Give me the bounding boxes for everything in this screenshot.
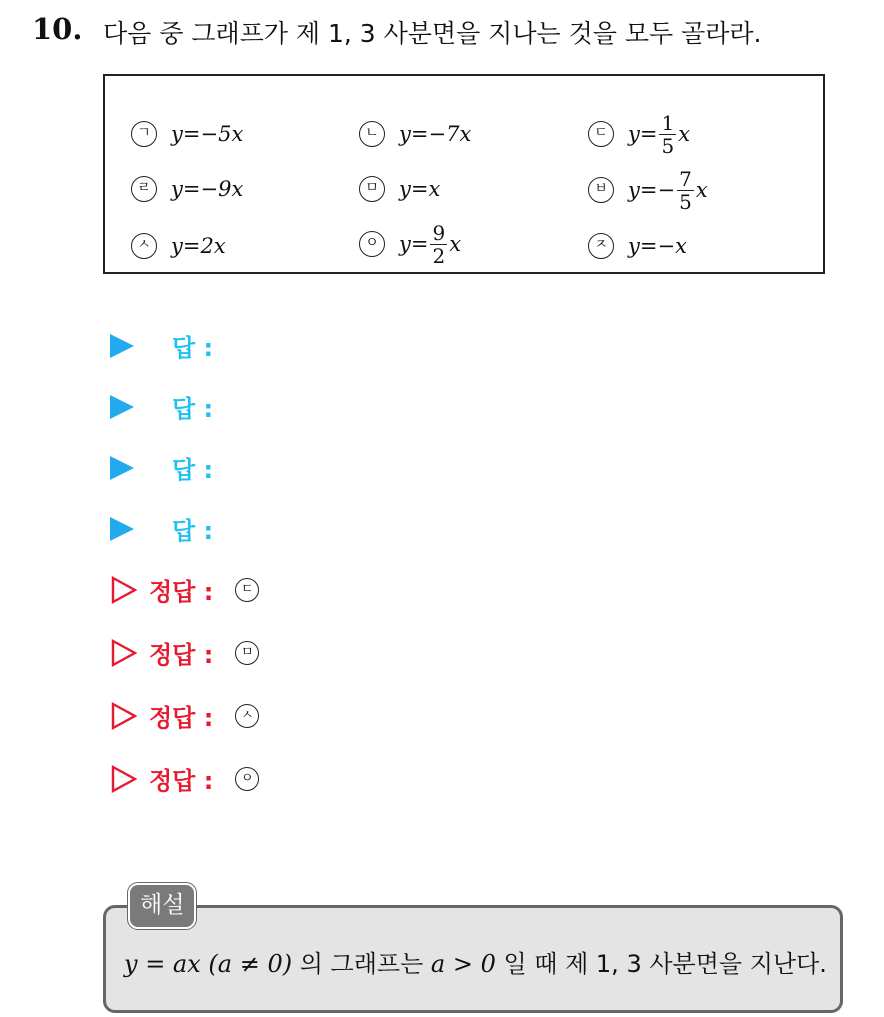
lhs: y: [628, 234, 640, 258]
explanation-text: [124, 944, 827, 979]
option-mark: ㅅ: [131, 233, 157, 259]
outline-arrow-icon: [111, 576, 137, 604]
outline-arrow-icon: [111, 639, 137, 667]
option-mark: ㄹ: [131, 176, 157, 202]
text-segment: 일 때 제 1, 3 사분면을 지난다.: [495, 950, 827, 978]
option-f: [588, 164, 708, 216]
answer-label: 답 :: [172, 334, 214, 362]
equals: =: [410, 177, 429, 201]
variable: x: [678, 122, 691, 146]
option-mark: ㄷ: [588, 121, 614, 147]
formula: y = ax (a ≠ 0): [124, 950, 293, 978]
lhs: y: [628, 178, 640, 202]
denominator: 2: [432, 243, 446, 268]
text-segment: 의 그래프는: [292, 950, 431, 978]
rhs: −7x: [428, 122, 472, 146]
variable: x: [449, 232, 462, 256]
denominator: 5: [679, 189, 692, 214]
option-d: [131, 169, 243, 209]
answer-row-1[interactable]: [110, 328, 213, 363]
option-g: [131, 226, 226, 266]
rhs: −9x: [200, 177, 244, 201]
rhs: −x: [657, 234, 687, 258]
option-e: [359, 169, 440, 209]
question-text: 다음 중 그래프가 제 1, 3 사분면을 지나는 것을 모두 골라라.: [103, 19, 762, 48]
play-arrow-icon: [110, 517, 134, 541]
option-mark: ㅈ: [588, 233, 614, 259]
correct-row-1: [111, 572, 259, 607]
correct-mark: ㄷ: [235, 578, 259, 602]
equals: =: [639, 178, 658, 202]
play-arrow-icon: [110, 395, 134, 419]
lhs: y: [171, 234, 183, 258]
option-i: [588, 226, 687, 266]
outline-arrow-icon: [111, 765, 137, 793]
equals: =: [182, 177, 201, 201]
correct-label: 정답 :: [149, 641, 214, 669]
equals: =: [410, 122, 429, 146]
lhs: y: [171, 122, 183, 146]
equals: =: [182, 122, 201, 146]
variable: x: [695, 178, 708, 202]
answer-label: 답 :: [172, 395, 214, 423]
answer-label: 답 :: [172, 456, 214, 484]
lhs: y: [399, 232, 411, 256]
minus-sign: −: [657, 178, 676, 202]
explanation-tag: 해설: [128, 883, 196, 929]
condition: a > 0: [430, 950, 496, 978]
equals: =: [639, 234, 658, 258]
option-mark: ㅁ: [359, 176, 385, 202]
options-box: [103, 74, 825, 274]
question-number: 10.: [32, 12, 83, 46]
play-arrow-icon: [110, 334, 134, 358]
option-c: [588, 108, 690, 160]
option-mark: ㄴ: [359, 121, 385, 147]
option-b: [359, 114, 471, 154]
rhs: 2x: [200, 234, 226, 258]
correct-mark: ㅁ: [235, 641, 259, 665]
rhs: −5x: [200, 122, 244, 146]
fraction: [677, 168, 694, 213]
play-arrow-icon: [110, 456, 134, 480]
correct-mark: ㅅ: [235, 704, 259, 728]
correct-label: 정답 :: [149, 767, 214, 795]
equals: =: [639, 122, 658, 146]
equals: =: [410, 232, 429, 256]
option-mark: ㄱ: [131, 121, 157, 147]
correct-row-3: [111, 698, 259, 733]
numerator: 9: [432, 220, 446, 245]
lhs: y: [399, 122, 411, 146]
answer-row-4[interactable]: [110, 511, 213, 546]
lhs: y: [399, 177, 411, 201]
numerator: 1: [661, 110, 675, 135]
correct-label: 정답 :: [149, 704, 214, 732]
fraction: [659, 112, 676, 157]
lhs: y: [628, 122, 640, 146]
answer-label: 답 :: [172, 517, 214, 545]
lhs: y: [171, 177, 183, 201]
correct-row-2: [111, 635, 259, 670]
correct-label: 정답 :: [149, 578, 214, 606]
answer-row-3[interactable]: [110, 450, 213, 485]
option-mark: ㅇ: [359, 231, 385, 257]
option-h: [359, 218, 461, 270]
option-mark: ㅂ: [588, 177, 614, 203]
equals: =: [182, 234, 201, 258]
outline-arrow-icon: [111, 702, 137, 730]
correct-row-4: [111, 761, 259, 796]
answer-row-2[interactable]: [110, 389, 213, 424]
numerator: 7: [679, 166, 692, 191]
denominator: 5: [661, 133, 675, 158]
fraction: [430, 222, 447, 267]
rhs: x: [428, 177, 441, 201]
option-a: [131, 114, 243, 154]
correct-mark: ㅇ: [235, 767, 259, 791]
